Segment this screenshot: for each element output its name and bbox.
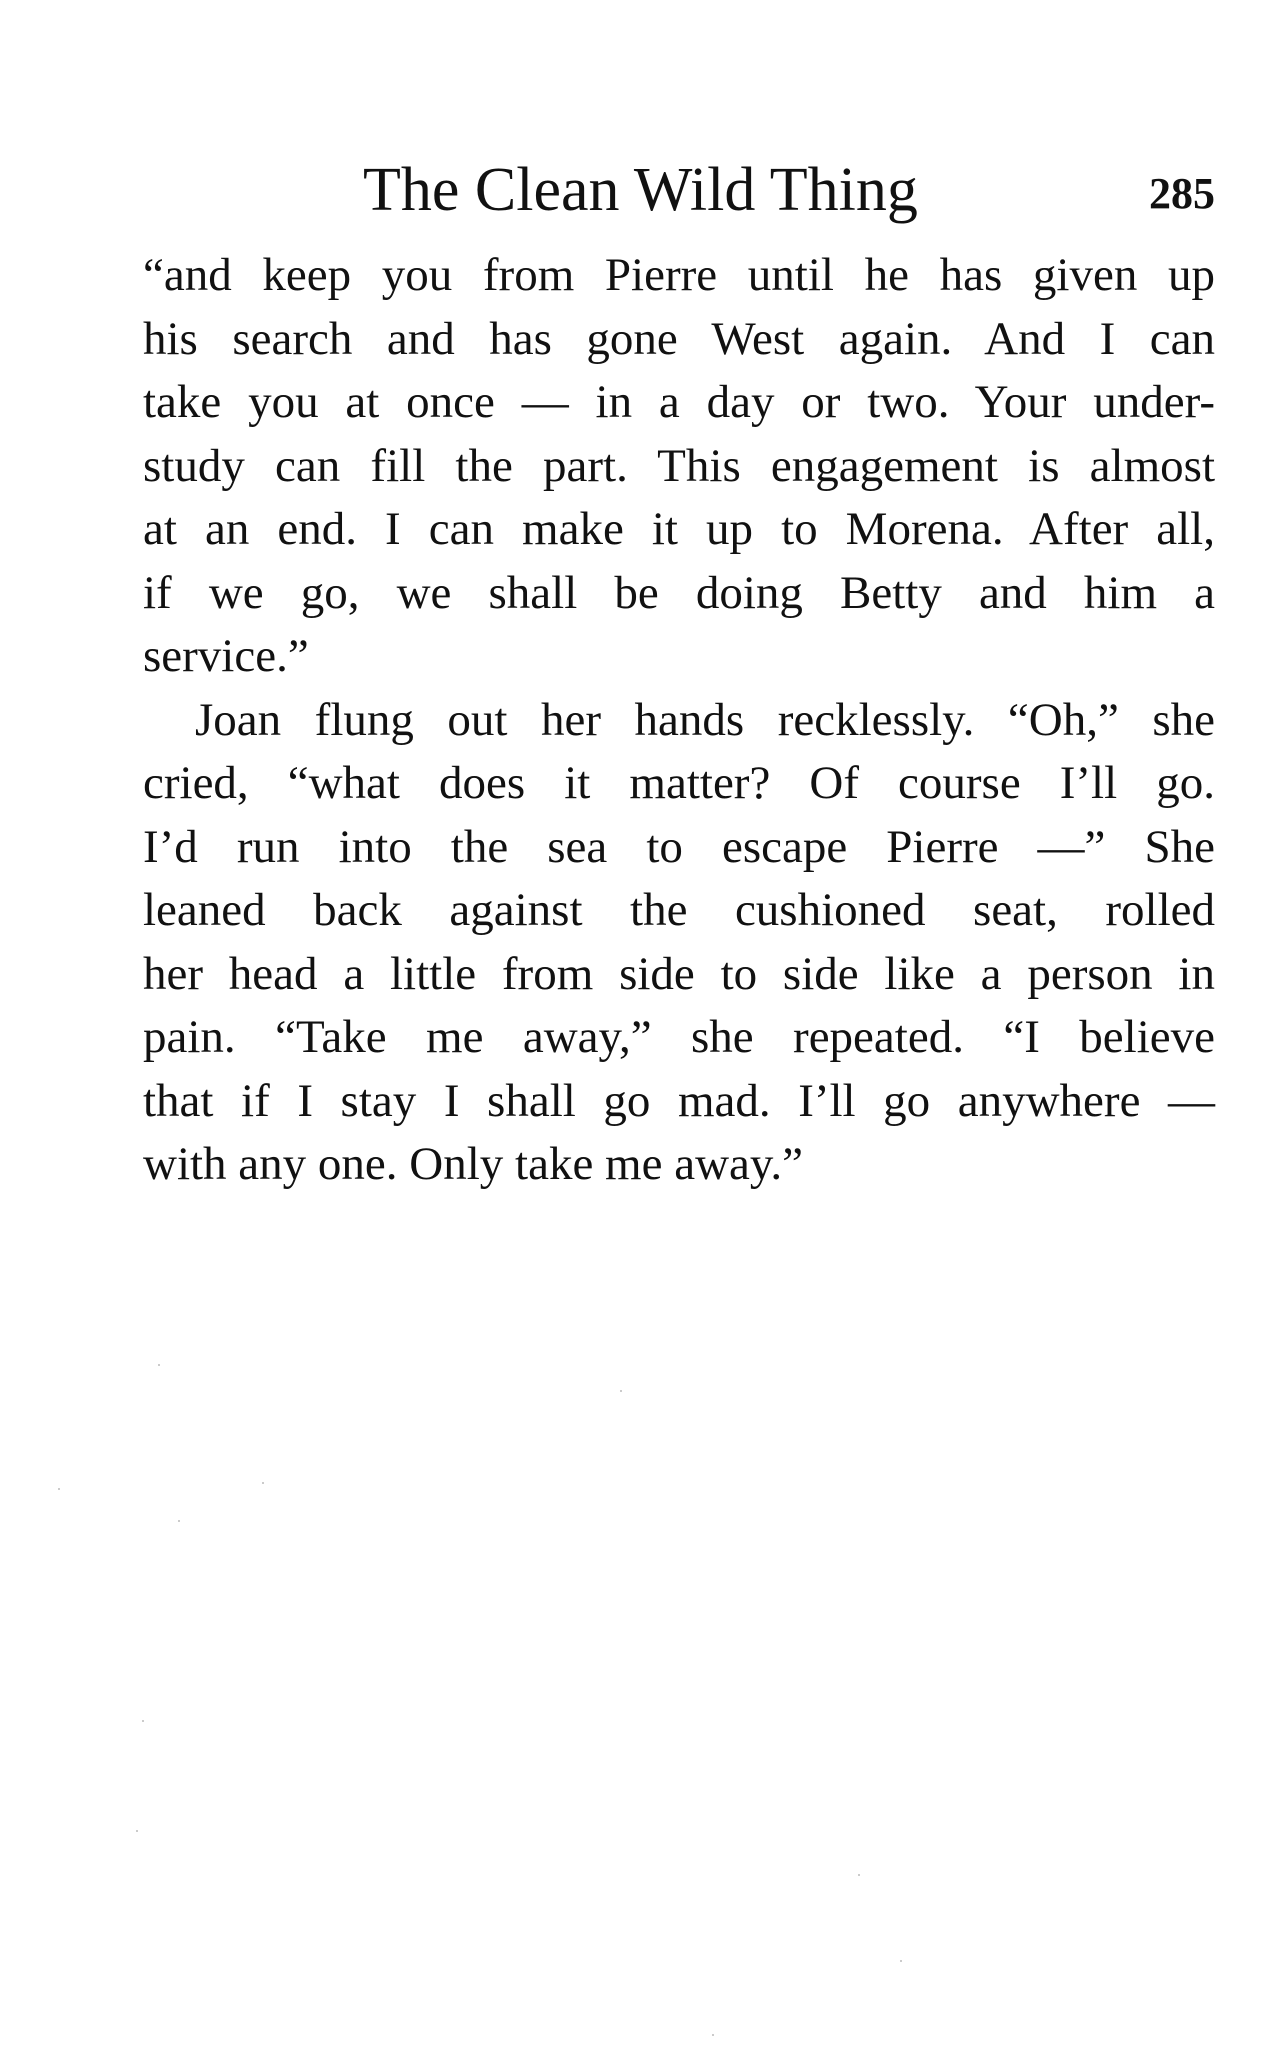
text-line: “and keep you from Pierre until he has given up <box>143 249 1215 301</box>
scan-speck <box>136 1830 138 1832</box>
scan-speck <box>900 1960 902 1962</box>
scan-speck <box>858 1874 860 1876</box>
scan-speck <box>58 1488 60 1490</box>
text-line: I’d run into the sea to escape Pierre —” She <box>143 820 1215 873</box>
text-line-paragraph-end: with any one. Only take me away.” <box>143 1138 803 1190</box>
text-line: cried, “what does it matter? Of course I’ll go. <box>143 757 1215 809</box>
text-line: at an end. I can make it up to Morena. After all, <box>143 503 1215 555</box>
text-line: leaned back against the cushioned seat, rolled <box>143 884 1215 936</box>
text-line: pain. “Take me away,” she repeated. “I believe <box>143 1011 1215 1063</box>
scan-speck <box>620 1390 622 1392</box>
text-line: his search and has gone West again. And I can <box>143 312 1215 365</box>
text-line: if we go, we shall be doing Betty and him a <box>143 566 1215 619</box>
scan-speck <box>712 2034 714 2036</box>
text-line-paragraph-start: Joan flung out her hands recklessly. “Oh,” she <box>195 693 1215 746</box>
body-text <box>143 244 1215 1197</box>
text-line-paragraph-end: service.” <box>143 630 309 682</box>
text-line: that if I stay I shall go mad. I’ll go anywhere — <box>143 1074 1215 1127</box>
scan-speck <box>262 1482 264 1484</box>
running-head <box>143 150 1215 230</box>
scan-speck <box>158 1364 160 1366</box>
text-line: her head a little from side to side like a person in <box>143 947 1215 1000</box>
text-line: take you at once — in a day or two. Your under- <box>143 376 1215 428</box>
text-line: study can fill the part. This engagement is almost <box>143 439 1215 492</box>
page-number: 285 <box>1149 169 1215 218</box>
scan-speck <box>142 1720 144 1722</box>
scan-speck <box>178 1520 180 1522</box>
running-title: The Clean Wild Thing <box>363 156 918 224</box>
